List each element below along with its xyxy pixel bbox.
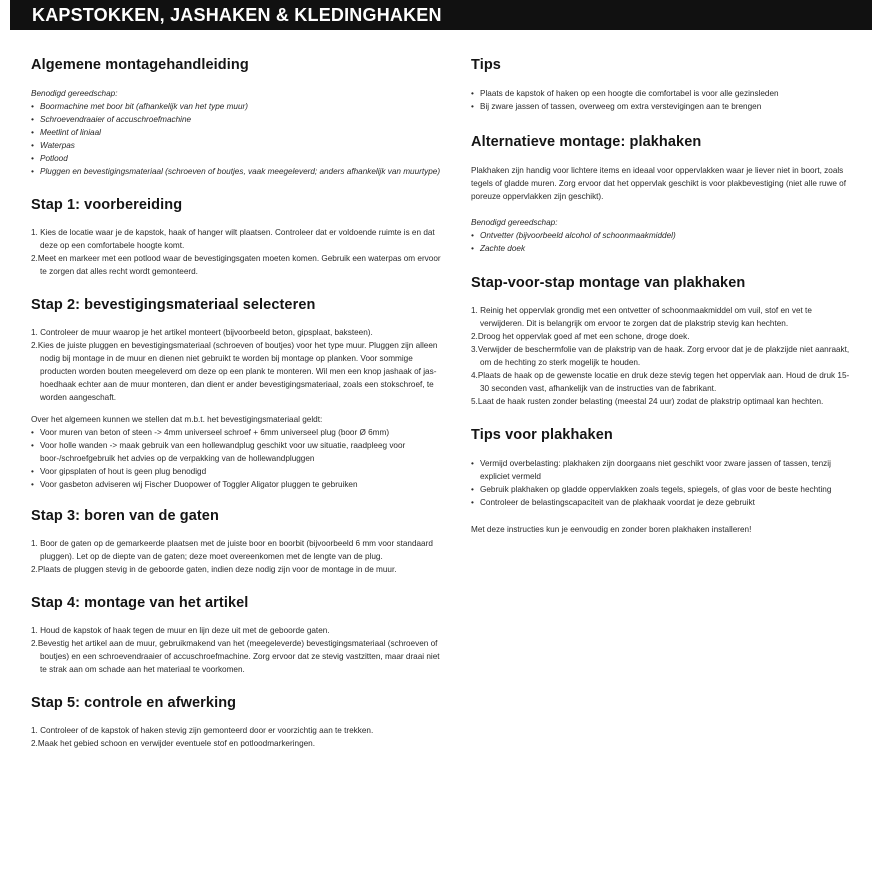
steps-plakhaken-list bbox=[471, 304, 855, 408]
heading-tips: Tips bbox=[471, 57, 501, 73]
step3-list bbox=[31, 537, 441, 576]
list-item: 4.Plaats de haak op de gewenste locatie en druk deze stevig tegen het oppervlak aan. Houd de druk 15-30 seconden vast, afhankelijk van de instructies van de fabrikant. bbox=[471, 371, 850, 393]
right-column bbox=[471, 30, 855, 536]
list-item: 1. Controleer of de kapstok of haken stevig zijn gemonteerd door er voorzichtig aan te trekken. bbox=[31, 726, 374, 735]
step2-intro: Over het algemeen kunnen we stellen dat m.b.t. het bevestigingsmateriaal geldt: bbox=[31, 415, 323, 424]
list-item: • Voor muren van beton of steen -> 4mm universeel schroef + 6mm universeel plug (boor Ø 6mm) bbox=[31, 426, 441, 439]
list-item: • Controleer de belastingscapaciteit van de plakhaak voordat je deze gebruikt bbox=[471, 496, 855, 509]
list-item: • Meetlint of liniaal bbox=[31, 126, 441, 139]
list-item: 2.Kies de juiste pluggen en bevestigingsmateriaal (schroeven of boutjes) voor het type muur. Pluggen zijn alleen nodig bij montage in de muur en dienen niet gebruikt te worden bij montage op planken. Voor sommige producten worden bouten meegeleverd om deze op een plank te monteren. Wil men een knop jashaak of jas-hoedhaak echter aan de muur monteren, dan dient er ander bevestigingsmateriaal, zoals een stokschroef, te worden aangeschaft. bbox=[31, 341, 438, 402]
list-item: • Plaats de kapstok of haken op een hoogte die comfortabel is voor alle gezinsleden bbox=[471, 87, 855, 100]
list-item: • Potlood bbox=[31, 152, 441, 165]
list-item: • Zachte doek bbox=[471, 242, 855, 255]
list-item: • Voor gasbeton adviseren wij Fischer Duopower of Toggler Aligator pluggen te gebruiken bbox=[31, 478, 441, 491]
tools-label: Benodigd gereedschap: bbox=[31, 89, 118, 98]
list-item: 5.Laat de haak rusten zonder belasting (meestal 24 uur) zodat de plakstrip optimaal kan hechten. bbox=[471, 397, 824, 406]
heading-steps-plakhaken: Stap-voor-stap montage van plakhaken bbox=[471, 275, 746, 291]
list-item: • Voor holle wanden -> maak gebruik van een hollewandplug geschikt voor uw situatie, raadpleeg voor boor-/schroefgebruik het advies op de verpakking van de hollewandpluggen bbox=[31, 439, 441, 465]
list-item: • Boormachine met boor bit (afhankelijk van het type muur) bbox=[31, 100, 441, 113]
step5-list bbox=[31, 724, 441, 750]
list-item: 2.Bevestig het artikel aan de muur, gebruikmakend van het (meegeleverde) bevestigingsmateriaal (schroeven of boutjes) en een schroevendraaier of accuschroefmachine. Zorg ervoor dat ze stevig vastzitten, maar draai niet te strak aan om schade aan het materiaal te voorkomen. bbox=[31, 639, 440, 674]
step1-list bbox=[31, 226, 441, 278]
list-item: 3.Verwijder de beschermfolie van de plakstrip van de haak. Zorg ervoor dat je de plakzijde niet aanraakt, om de hechting zo sterk mogelijk te houden. bbox=[471, 345, 850, 367]
list-item: • Vermijd overbelasting: plakhaken zijn doorgaans niet geschikt voor zware jassen of tassen, tenzij expliciet vermeld bbox=[471, 457, 855, 483]
list-item: 2.Plaats de pluggen stevig in de geboorde gaten, indien deze nodig zijn voor de montage in de muur. bbox=[31, 565, 397, 574]
heading-step3: Stap 3: boren van de gaten bbox=[31, 508, 219, 524]
tools-label: Benodigd gereedschap: bbox=[471, 218, 558, 227]
step2-list bbox=[31, 326, 441, 404]
list-item: • Bij zware jassen of tassen, overweeg om extra verstevigingen aan te brengen bbox=[471, 100, 855, 113]
list-item: 2.Droog het oppervlak goed af met een schone, droge doek. bbox=[471, 332, 690, 341]
heading-alternative: Alternatieve montage: plakhaken bbox=[471, 134, 702, 150]
tools-list bbox=[471, 229, 855, 255]
heading-step5: Stap 5: controle en afwerking bbox=[31, 695, 237, 711]
tips-list bbox=[471, 87, 855, 113]
list-item: • Gebruik plakhaken op gladde oppervlakken zoals tegels, spiegels, of glas voor de beste hechting bbox=[471, 483, 855, 496]
step2-bullets bbox=[31, 426, 441, 491]
left-column bbox=[31, 30, 441, 750]
list-item: 1. Kies de locatie waar je de kapstok, haak of hanger wilt plaatsen. Controleer dat er voldoende ruimte is en dat deze op een comfortabele hoogte komt. bbox=[31, 228, 435, 250]
list-item: 1. Houd de kapstok of haak tegen de muur en lijn deze uit met de geboorde gaten. bbox=[31, 626, 330, 635]
step4-list bbox=[31, 624, 441, 676]
heading-general: Algemene montagehandleiding bbox=[31, 57, 249, 73]
list-item: • Waterpas bbox=[31, 139, 441, 152]
list-item: 2.Meet en markeer met een potlood waar de bevestigingsgaten moeten komen. Gebruik een waterpas om ervoor te zorgen dat alles recht wordt gemonteerd. bbox=[31, 254, 441, 276]
closing-text: Met deze instructies kun je eenvoudig en zonder boren plakhaken installeren! bbox=[471, 525, 752, 534]
tools-list bbox=[31, 100, 441, 178]
list-item: 1. Boor de gaten op de gemarkeerde plaatsen met de juiste boor en boorbit (bijvoorbeeld 6 mm voor standaard pluggen). Let op de diepte van de gaten; deze moet overeenkomen met de lengte van de plug. bbox=[31, 539, 433, 561]
list-item: • Pluggen en bevestigingsmateriaal (schroeven of boutjes, vaak meegeleverd; anders afhankelijk van muurtype) bbox=[31, 165, 441, 178]
list-item: 2.Maak het gebied schoon en verwijder eventuele stof en potloodmarkeringen. bbox=[31, 739, 316, 748]
list-item: • Ontvetter (bijvoorbeeld alcohol of schoonmaakmiddel) bbox=[471, 229, 855, 242]
list-item: • Voor gipsplaten of hout is geen plug benodigd bbox=[31, 465, 441, 478]
heading-step1: Stap 1: voorbereiding bbox=[31, 197, 183, 213]
alternative-intro: Plakhaken zijn handig voor lichtere items en ideaal voor oppervlakken waar je liever niet in boort, zoals tegels of gladde muren. Zorg ervoor dat het oppervlak geschikt is voor plakbevestiging (niet alle ruwe of poreuze oppervlakken zijn geschikt). bbox=[471, 166, 847, 201]
list-item: • Schroevendraaier of accuschroefmachine bbox=[31, 113, 441, 126]
heading-tips-plakhaken: Tips voor plakhaken bbox=[471, 427, 613, 443]
heading-step2: Stap 2: bevestigingsmateriaal selecteren bbox=[31, 297, 316, 313]
heading-step4: Stap 4: montage van het artikel bbox=[31, 595, 249, 611]
tips-plakhaken-list bbox=[471, 457, 855, 509]
list-item: 1. Controleer de muur waarop je het artikel monteert (bijvoorbeeld beton, gipsplaat, baksteen). bbox=[31, 328, 373, 337]
page-banner-title: KAPSTOKKEN, JASHAKEN & KLEDINGHAKEN bbox=[10, 0, 872, 30]
list-item: 1. Reinig het oppervlak grondig met een ontvetter of schoonmaakmiddel om vuil, stof en vet te verwijderen. Dit is belangrijk om ervoor te zorgen dat de plakstrip stevig kan hechten. bbox=[471, 306, 812, 328]
